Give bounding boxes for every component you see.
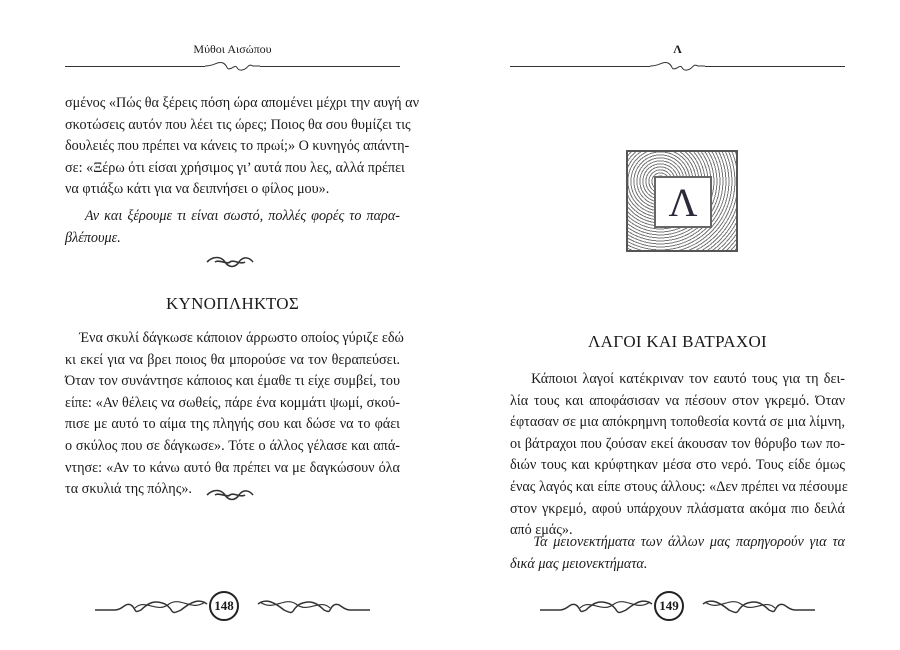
text-line: ο σκύλος που σε δάγκωσε». Τότε ο άλλος γέλασε και απά- (65, 437, 400, 454)
fable-title: ΚΥΝΟΠΛΗΚΤΟΣ (165, 294, 300, 313)
text-line: Τα μειονεκτήματα των άλλων μας παρηγορούν για τα (510, 534, 845, 550)
text-line: βλέπουμε. (65, 229, 121, 246)
header-rule (705, 66, 845, 67)
continuation-paragraph (65, 93, 419, 201)
text-line: λία τους και αποφάσισαν να πέσουν στον γκρεμό. Όταν (510, 392, 845, 409)
text-line: κι εκεί για να βρει ποιος θα μπορούσε να τον θεραπεύσει. (65, 351, 400, 368)
text-line: από εμάς». (510, 522, 573, 539)
text-line: δουλειές που πρέπει να κάνεις το πρωί;» Ο κυνηγός απάντη- (65, 138, 410, 155)
running-head: Λ (673, 42, 682, 56)
header-flourish-ornament (650, 60, 705, 74)
text-line: δικά μας μειονεκτήματα. (510, 555, 648, 572)
running-head: Μύθοι Αισώπου (193, 42, 272, 56)
text-line: διών τους και κρύφτηκαν μέσα στο νερό. Τους είδε όμως (510, 457, 845, 474)
text-line: σκοτώσεις αυτόν που λέει τις ώρες; Ποιος θα σου θυμίζει τις (65, 116, 411, 133)
section-divider-ornament (205, 488, 255, 502)
fable-title: ΛΑΓΟΙ ΚΑΙ ΒΑΤΡΑΧΟΙ (587, 332, 768, 351)
text-line: οι βάτραχοι που ζούσαν εκεί άκουσαν τον θόρυβο των πο- (510, 435, 845, 452)
right-page (450, 0, 900, 650)
moral-paragraph (65, 206, 400, 249)
header-rule (510, 66, 650, 67)
text-line: Αν και ξέρουμε τι είναι σωστό, πολλές φορές το παρα- (65, 208, 400, 224)
text-line: τα σκυλιά της πόλης». (65, 481, 192, 498)
header-rule (65, 66, 205, 67)
page-number: 148 (209, 591, 239, 621)
text-line: Όταν τον συνάντησε κάποιος και έμαθε τι είχε συμβεί, του (65, 373, 400, 390)
fable-paragraph (510, 369, 848, 542)
text-line: να φτιάξω κάτι για να δειπνήσει ο φίλος μου». (65, 181, 330, 198)
header-rule (260, 66, 400, 67)
decorative-drop-cap (626, 150, 738, 252)
text-line: πισε με αυτό το αίμα της πληγής σου και δώσε να το φάει (65, 416, 400, 433)
page-number: 149 (654, 591, 684, 621)
text-line: είπε: «Αν θέλεις να σωθείς, πάρε ένα κομμάτι ψωμί, σκού- (65, 394, 400, 411)
drop-cap-letter: Λ (654, 176, 712, 228)
text-line: Ένα σκυλί δάγκωσε κάποιον άρρωστο οποίος γύριζε εδώ (65, 330, 404, 346)
section-divider-ornament (205, 255, 255, 269)
text-line: σε: «Ξέρω ότι είσαι χρήσιμος γι’ αυτά που λες, αλλά πρέπει (65, 159, 405, 176)
text-line: σμένος «Πώς θα ξέρεις πόση ώρα απομένει μέχρι την αυγή αν (65, 95, 419, 111)
fable-paragraph (65, 328, 404, 501)
text-line: στον γκρεμό, αφού υπάρχουν πλάσματα ακόμα πιο δειλά (510, 500, 845, 517)
header-flourish-ornament (205, 60, 260, 74)
text-line: ένας λαγός και είπε στους άλλους: «Δεν πρέπει να πέσουμε (510, 478, 848, 495)
text-line: ντησε: «Αν το κάνω αυτό θα πρέπει να με δαγκώσουν όλα (65, 459, 400, 476)
text-line: Κάποιοι λαγοί κατέκριναν τον εαυτό τους για τη δει- (510, 371, 845, 387)
text-line: έφτασαν σε μια απόκρημνη τοποθεσία κοντά σε μια λίμνη, (510, 414, 845, 431)
moral-paragraph (510, 532, 845, 575)
